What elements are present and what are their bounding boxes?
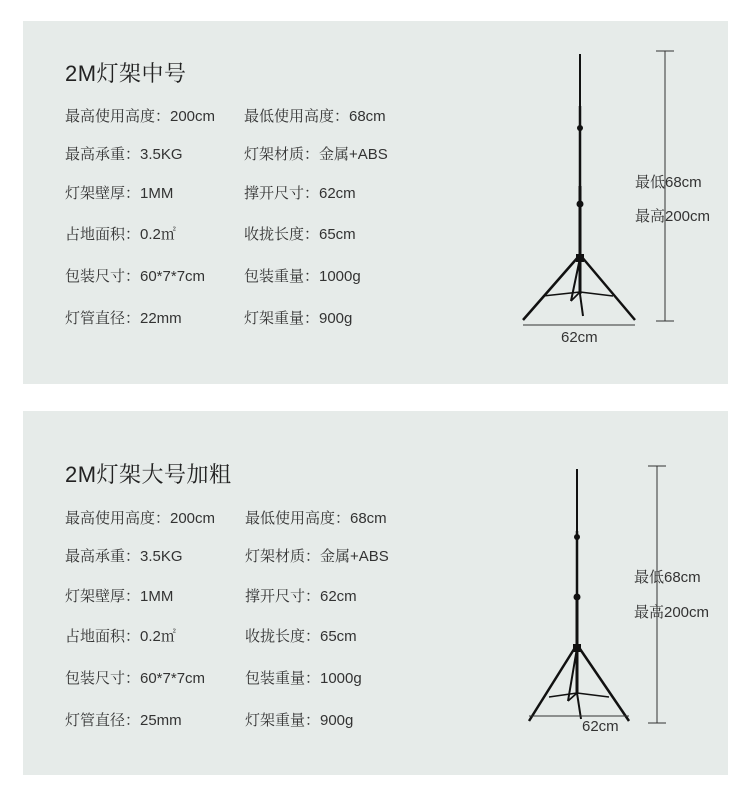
spec-stand-weight: 灯架重量：900g bbox=[244, 310, 353, 327]
spec-max-height: 最高使用高度：200cm bbox=[65, 108, 216, 125]
spec-package-size: 包装尺寸：60*7*7cm bbox=[65, 268, 206, 285]
product-title: 2M灯架中号 bbox=[65, 61, 187, 86]
spec-max-load: 最高承重：3.5KG bbox=[65, 146, 183, 163]
spec-footprint: 占地面积：0.2㎡ bbox=[65, 226, 176, 243]
light-stand-illustration bbox=[513, 46, 728, 346]
min-height-label: 最低68cm bbox=[634, 569, 701, 586]
spec-wall-thickness: 灯架壁厚：1MM bbox=[65, 185, 174, 202]
spec-open-size: 撑开尺寸：62cm bbox=[245, 588, 357, 605]
spec-folded-length: 收拢长度：65cm bbox=[245, 628, 357, 645]
spec-max-load: 最高承重：3.5KG bbox=[65, 548, 183, 565]
width-label: 62cm bbox=[561, 329, 598, 346]
spec-footprint: 占地面积：0.2㎡ bbox=[65, 628, 176, 645]
spec-stand-weight: 灯架重量：900g bbox=[245, 712, 354, 729]
spec-tube-diameter: 灯管直径：22mm bbox=[65, 310, 182, 327]
spec-wall-thickness: 灯架壁厚：1MM bbox=[65, 588, 174, 605]
max-height-label: 最高200cm bbox=[634, 604, 710, 621]
width-label: 62cm bbox=[582, 718, 619, 735]
spec-package-weight: 包装重量：1000g bbox=[244, 268, 361, 285]
spec-tube-diameter: 灯管直径：25mm bbox=[65, 712, 182, 729]
spec-material: 灯架材质：金属+ABS bbox=[245, 548, 389, 565]
max-height-label: 最高200cm bbox=[635, 208, 711, 225]
product-card-large bbox=[23, 411, 728, 775]
min-height-label: 最低68cm bbox=[635, 174, 702, 191]
spec-package-weight: 包装重量：1000g bbox=[245, 670, 362, 687]
spec-package-size: 包装尺寸：60*7*7cm bbox=[65, 670, 206, 687]
spec-min-height: 最低使用高度：68cm bbox=[245, 510, 387, 527]
spec-material: 灯架材质：金属+ABS bbox=[244, 146, 388, 163]
spec-open-size: 撑开尺寸：62cm bbox=[244, 185, 356, 202]
spec-min-height: 最低使用高度：68cm bbox=[244, 108, 386, 125]
spec-max-height: 最高使用高度：200cm bbox=[65, 510, 216, 527]
product-title: 2M灯架大号加粗 bbox=[65, 462, 232, 487]
spec-folded-length: 收拢长度：65cm bbox=[244, 226, 356, 243]
product-card-medium bbox=[23, 21, 728, 384]
